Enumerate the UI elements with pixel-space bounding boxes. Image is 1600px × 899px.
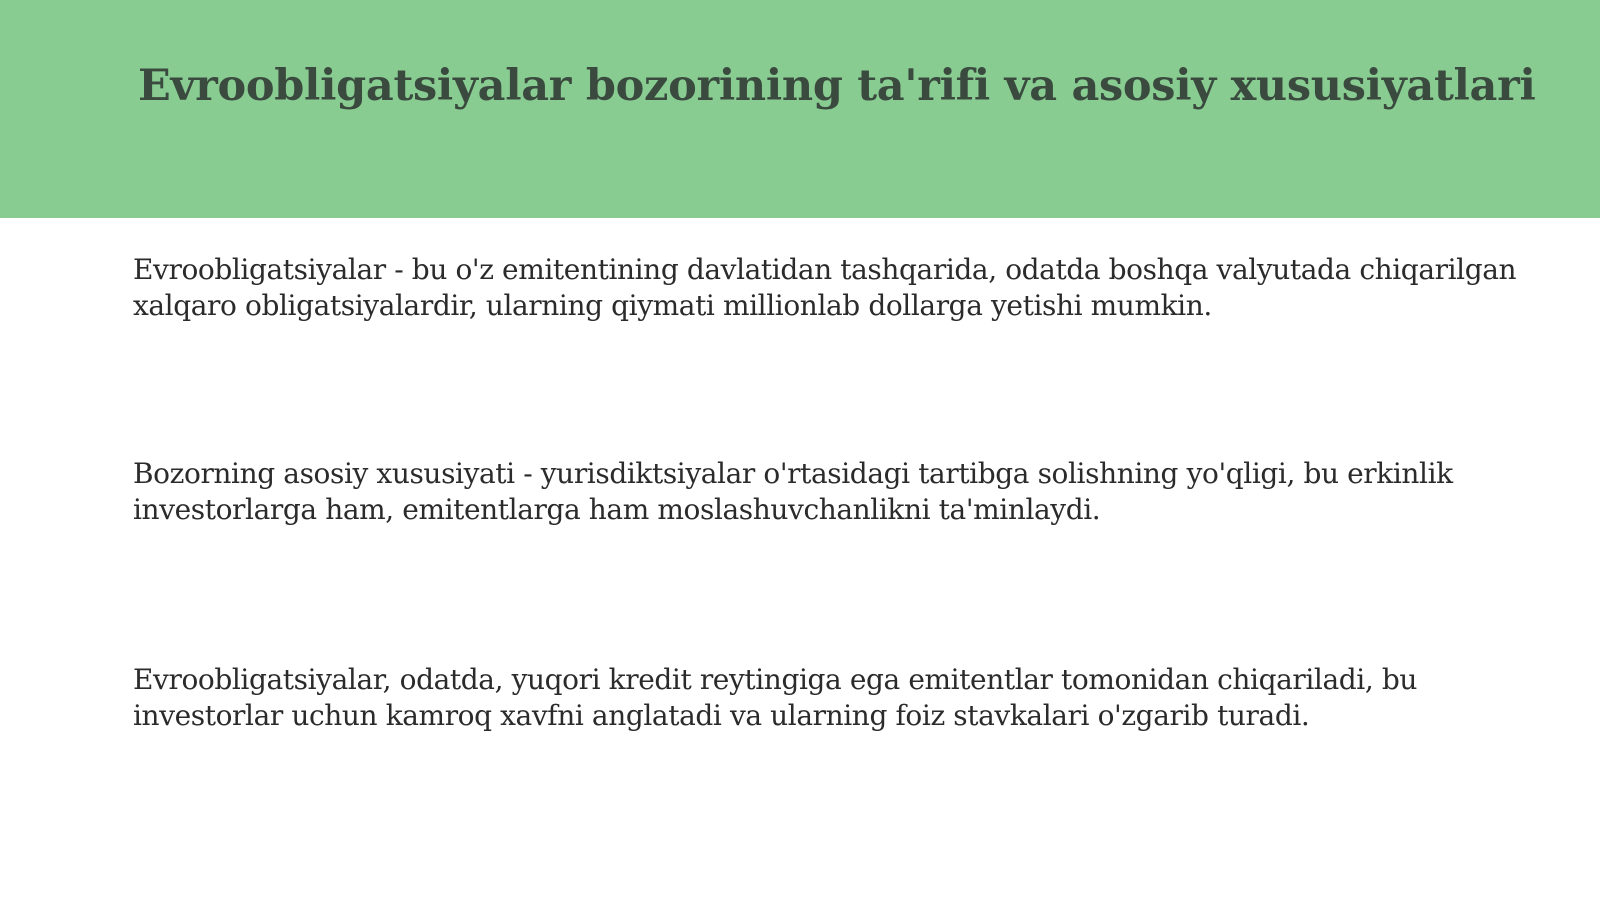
title-banner [0,0,1600,218]
slide-title: Evroobligatsiyalar bozorining ta'rifi va asosiy xususiyatlari [138,61,1536,111]
paragraph-issuers: Evroobligatsiyalar, odatda, yuqori kredit reytingiga ega emitentlar tomonidan chiqariladi, bu investorlar uchun kamroq xavfni anglatadi va ularning foiz stavkalari o'zgarib turadi. [133,663,1418,732]
paragraph-definition: Evroobligatsiyalar - bu o'z emitentining davlatidan tashqarida, odatda boshqa valyutada chiqarilgan xalqaro obligatsiyalardir, ularning qiymati millionlab dollarga yetishi mumkin. [133,253,1517,322]
paragraph-main-feature: Bozorning asosiy xususiyati - yurisdiktsiyalar o'rtasidagi tartibga solishning yo'qligi, bu erkinlik investorlarga ham, emitentlarga ham moslashuvchanlikni ta'minlaydi. [133,457,1453,526]
